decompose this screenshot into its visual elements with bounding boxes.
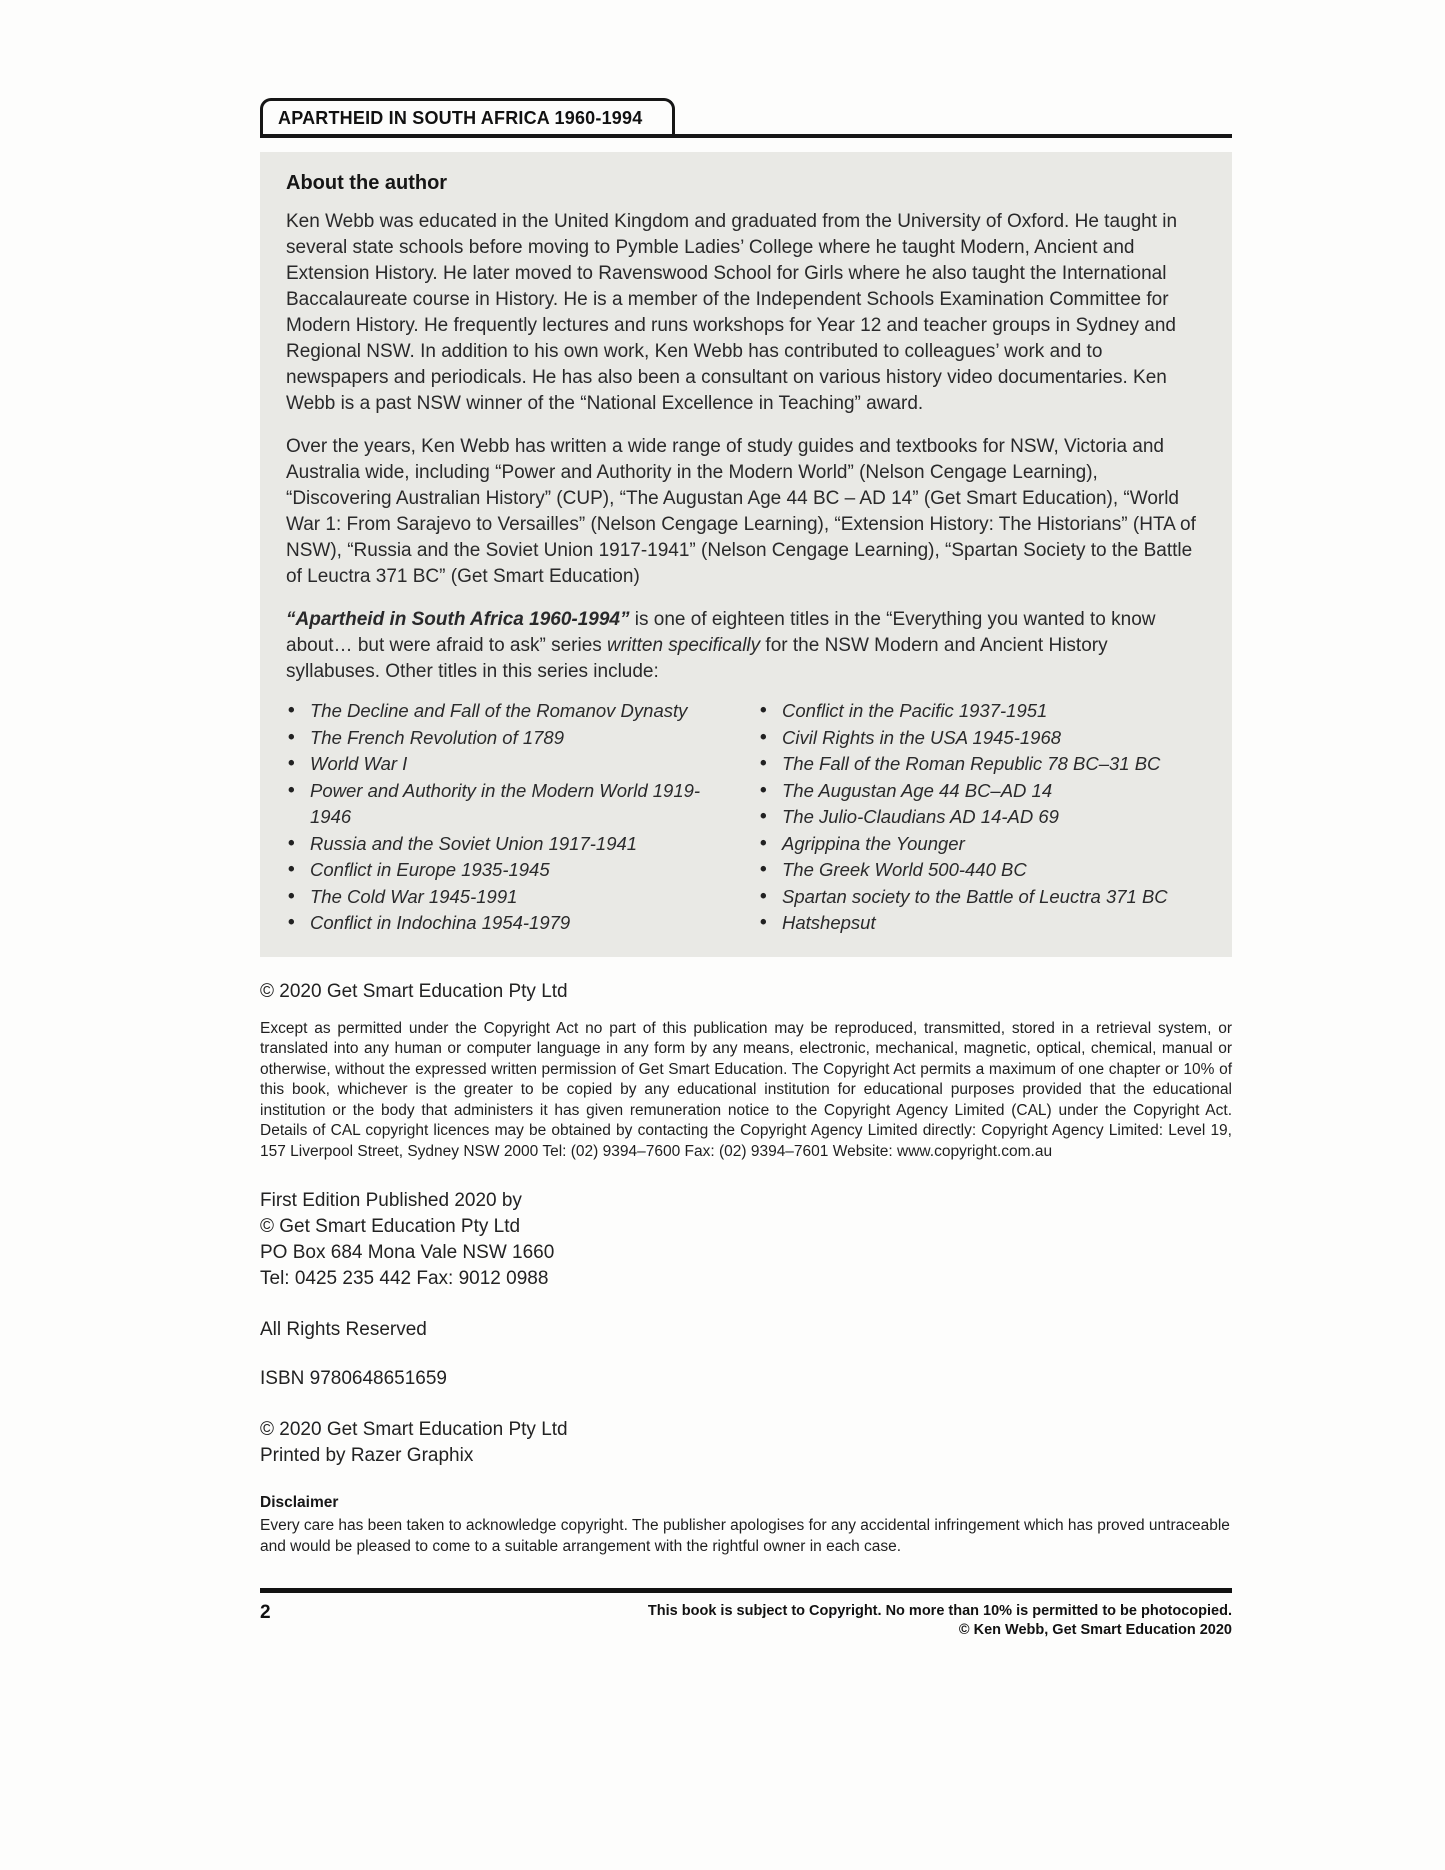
list-item: • The Decline and Fall of the Romanov Dynasty — [286, 698, 734, 725]
disclaimer-heading: Disclaimer — [260, 1494, 339, 1511]
list-item: • The French Revolution of 1789 — [286, 725, 734, 752]
page-number: 2 — [260, 1602, 271, 1623]
edition-address-block — [260, 1188, 1232, 1292]
list-item: • Russia and the Soviet Union 1917-1941 — [286, 831, 734, 858]
edition-line: First Edition Published 2020 by — [260, 1190, 522, 1211]
about-author-heading: About the author — [286, 172, 448, 194]
footer-copyright-line1: This book is subject to Copyright. No more than 10% is permitted to be photocopied. — [647, 1603, 1232, 1619]
about-author-panel — [260, 152, 1232, 957]
printer-line: © 2020 Get Smart Education Pty Ltd — [260, 1419, 568, 1440]
printer-block — [260, 1417, 1232, 1469]
series-text-1: is one of eighteen titles in the “Everything you wanted to know about… but were afraid to ask” series — [286, 609, 1156, 656]
page-footer — [260, 1602, 1232, 1640]
copyright-line: © 2020 Get Smart Education Pty Ltd — [260, 980, 568, 1002]
footer-copyright — [648, 1602, 1232, 1640]
author-bio-paragraph: Ken Webb was educated in the United Kingdom and graduated from the University of Oxford. He taught in several state schools before moving to Pymble Ladies’ College where he taught Modern, Ancient and Extension History. He later moved to Ravenswood School for Girls where he also taught the International Baccalaureate course in History. He is a member of the Independent Schools Examination Committee for Modern History. He frequently lectures and runs workshops for Year 12 and teacher groups in Sydney and Regional NSW. In addition to his own work, Ken Webb has contributed to colleagues’ work and to newspapers and periodicals. He has also been a consultant on various history video documentaries. Ken Webb is a past NSW winner of the “National Excellence in Teaching” award. — [286, 211, 1178, 414]
list-item: • The Augustan Age 44 BC–AD 14 — [758, 778, 1206, 805]
footer-copyright-line2: © Ken Webb, Get Smart Education 2020 — [958, 1622, 1232, 1638]
series-text-2: for the NSW Modern and Ancient History syllabuses. Other titles in this series include: — [286, 635, 1108, 682]
isbn-line: ISBN 9780648651659 — [260, 1368, 447, 1389]
series-title-columns — [286, 698, 1206, 937]
list-item: • Conflict in the Pacific 1937-1951 — [758, 698, 1206, 725]
list-item: • Spartan society to the Battle of Leuctra 371 BC — [758, 884, 1206, 911]
author-works-paragraph: Over the years, Ken Webb has written a wide range of study guides and textbooks for NSW, Victoria and Australia wide, including “Power and Authority in the Modern World” (Nelson Cengage Learning), “Discovering Australian History” (CUP), “The Augustan Age 44 BC – AD 14” (Get Smart Education), “World War 1: From Sarajevo to Versailles” (Nelson Cengage Learning), “Extension History: The Historians” (HTA of NSW), “Russia and the Soviet Union 1917-1941” (Nelson Cengage Learning), “Spartan Society to the Battle of Leuctra 371 BC” (Get Smart Education) — [286, 436, 1196, 587]
chapter-header-tab — [260, 98, 675, 134]
list-item: • Conflict in Indochina 1954-1979 — [286, 910, 734, 937]
disclaimer-text: Every care has been taken to acknowledge copyright. The publisher apologises for any accidental infringement which has proved untraceable and would be pleased to come to a suitable arrangement with the rightful owner in each case. — [260, 1517, 1230, 1555]
list-item: • Civil Rights in the USA 1945-1968 — [758, 725, 1206, 752]
series-text-italic: written specifically — [607, 635, 761, 656]
list-item: • Power and Authority in the Modern World 1919-1946 — [286, 778, 734, 831]
list-item: • World War I — [286, 751, 734, 778]
series-titles-right-column — [758, 698, 1206, 937]
list-item: • Conflict in Europe 1935-1945 — [286, 857, 734, 884]
chapter-header-label: APARTHEID IN SOUTH AFRICA 1960-1994 — [278, 108, 643, 128]
edition-line: PO Box 684 Mona Vale NSW 1660 — [260, 1242, 555, 1263]
footer-rule — [260, 1588, 1232, 1593]
chapter-header-rule — [260, 98, 1232, 138]
list-item: • The Fall of the Roman Republic 78 BC–31 BC — [758, 751, 1206, 778]
rights-reserved-line: All Rights Reserved — [260, 1319, 427, 1340]
list-item: • The Julio-Claudians AD 14-AD 69 — [758, 804, 1206, 831]
series-paragraph — [286, 607, 1206, 685]
list-item: • The Cold War 1945-1991 — [286, 884, 734, 911]
series-titles-left-column — [286, 698, 734, 937]
list-item: • Agrippina the Younger — [758, 831, 1206, 858]
printer-line: Printed by Razer Graphix — [260, 1445, 474, 1466]
copyright-notice: Except as permitted under the Copyright Act no part of this publication may be reproduced, transmitted, stored in a retrieval system, or translated into any human or computer language in any form by any means, electronic, mechanical, magnetic, optical, chemical, manual or otherwise, without the expressed written permission of Get Smart Education. The Copyright Act permits a maximum of one chapter or 10% of this book, whichever is the greater to be copied by any educational institution for educational purposes provided that the educational institution or the body that administers it has given remuneration notice to the Copyright Agency Limited (CAL) under the Copyright Act. Details of CAL copyright licences may be obtained by contacting the Copyright Agency Limited directly: Copyright Agency Limited: Level 19, 157 Liverpool Street, Sydney NSW 2000 Tel: (02) 9394–7600 Fax: (02) 9394–7601 Website: www.copyright.com.au — [260, 1019, 1232, 1160]
list-item: • The Greek World 500-440 BC — [758, 857, 1206, 884]
list-item: • Hatshepsut — [758, 910, 1206, 937]
edition-line: Tel: 0425 235 442 Fax: 9012 0988 — [260, 1268, 549, 1289]
edition-line: © Get Smart Education Pty Ltd — [260, 1216, 521, 1237]
series-book-title: “Apartheid in South Africa 1960-1994” — [286, 609, 630, 630]
